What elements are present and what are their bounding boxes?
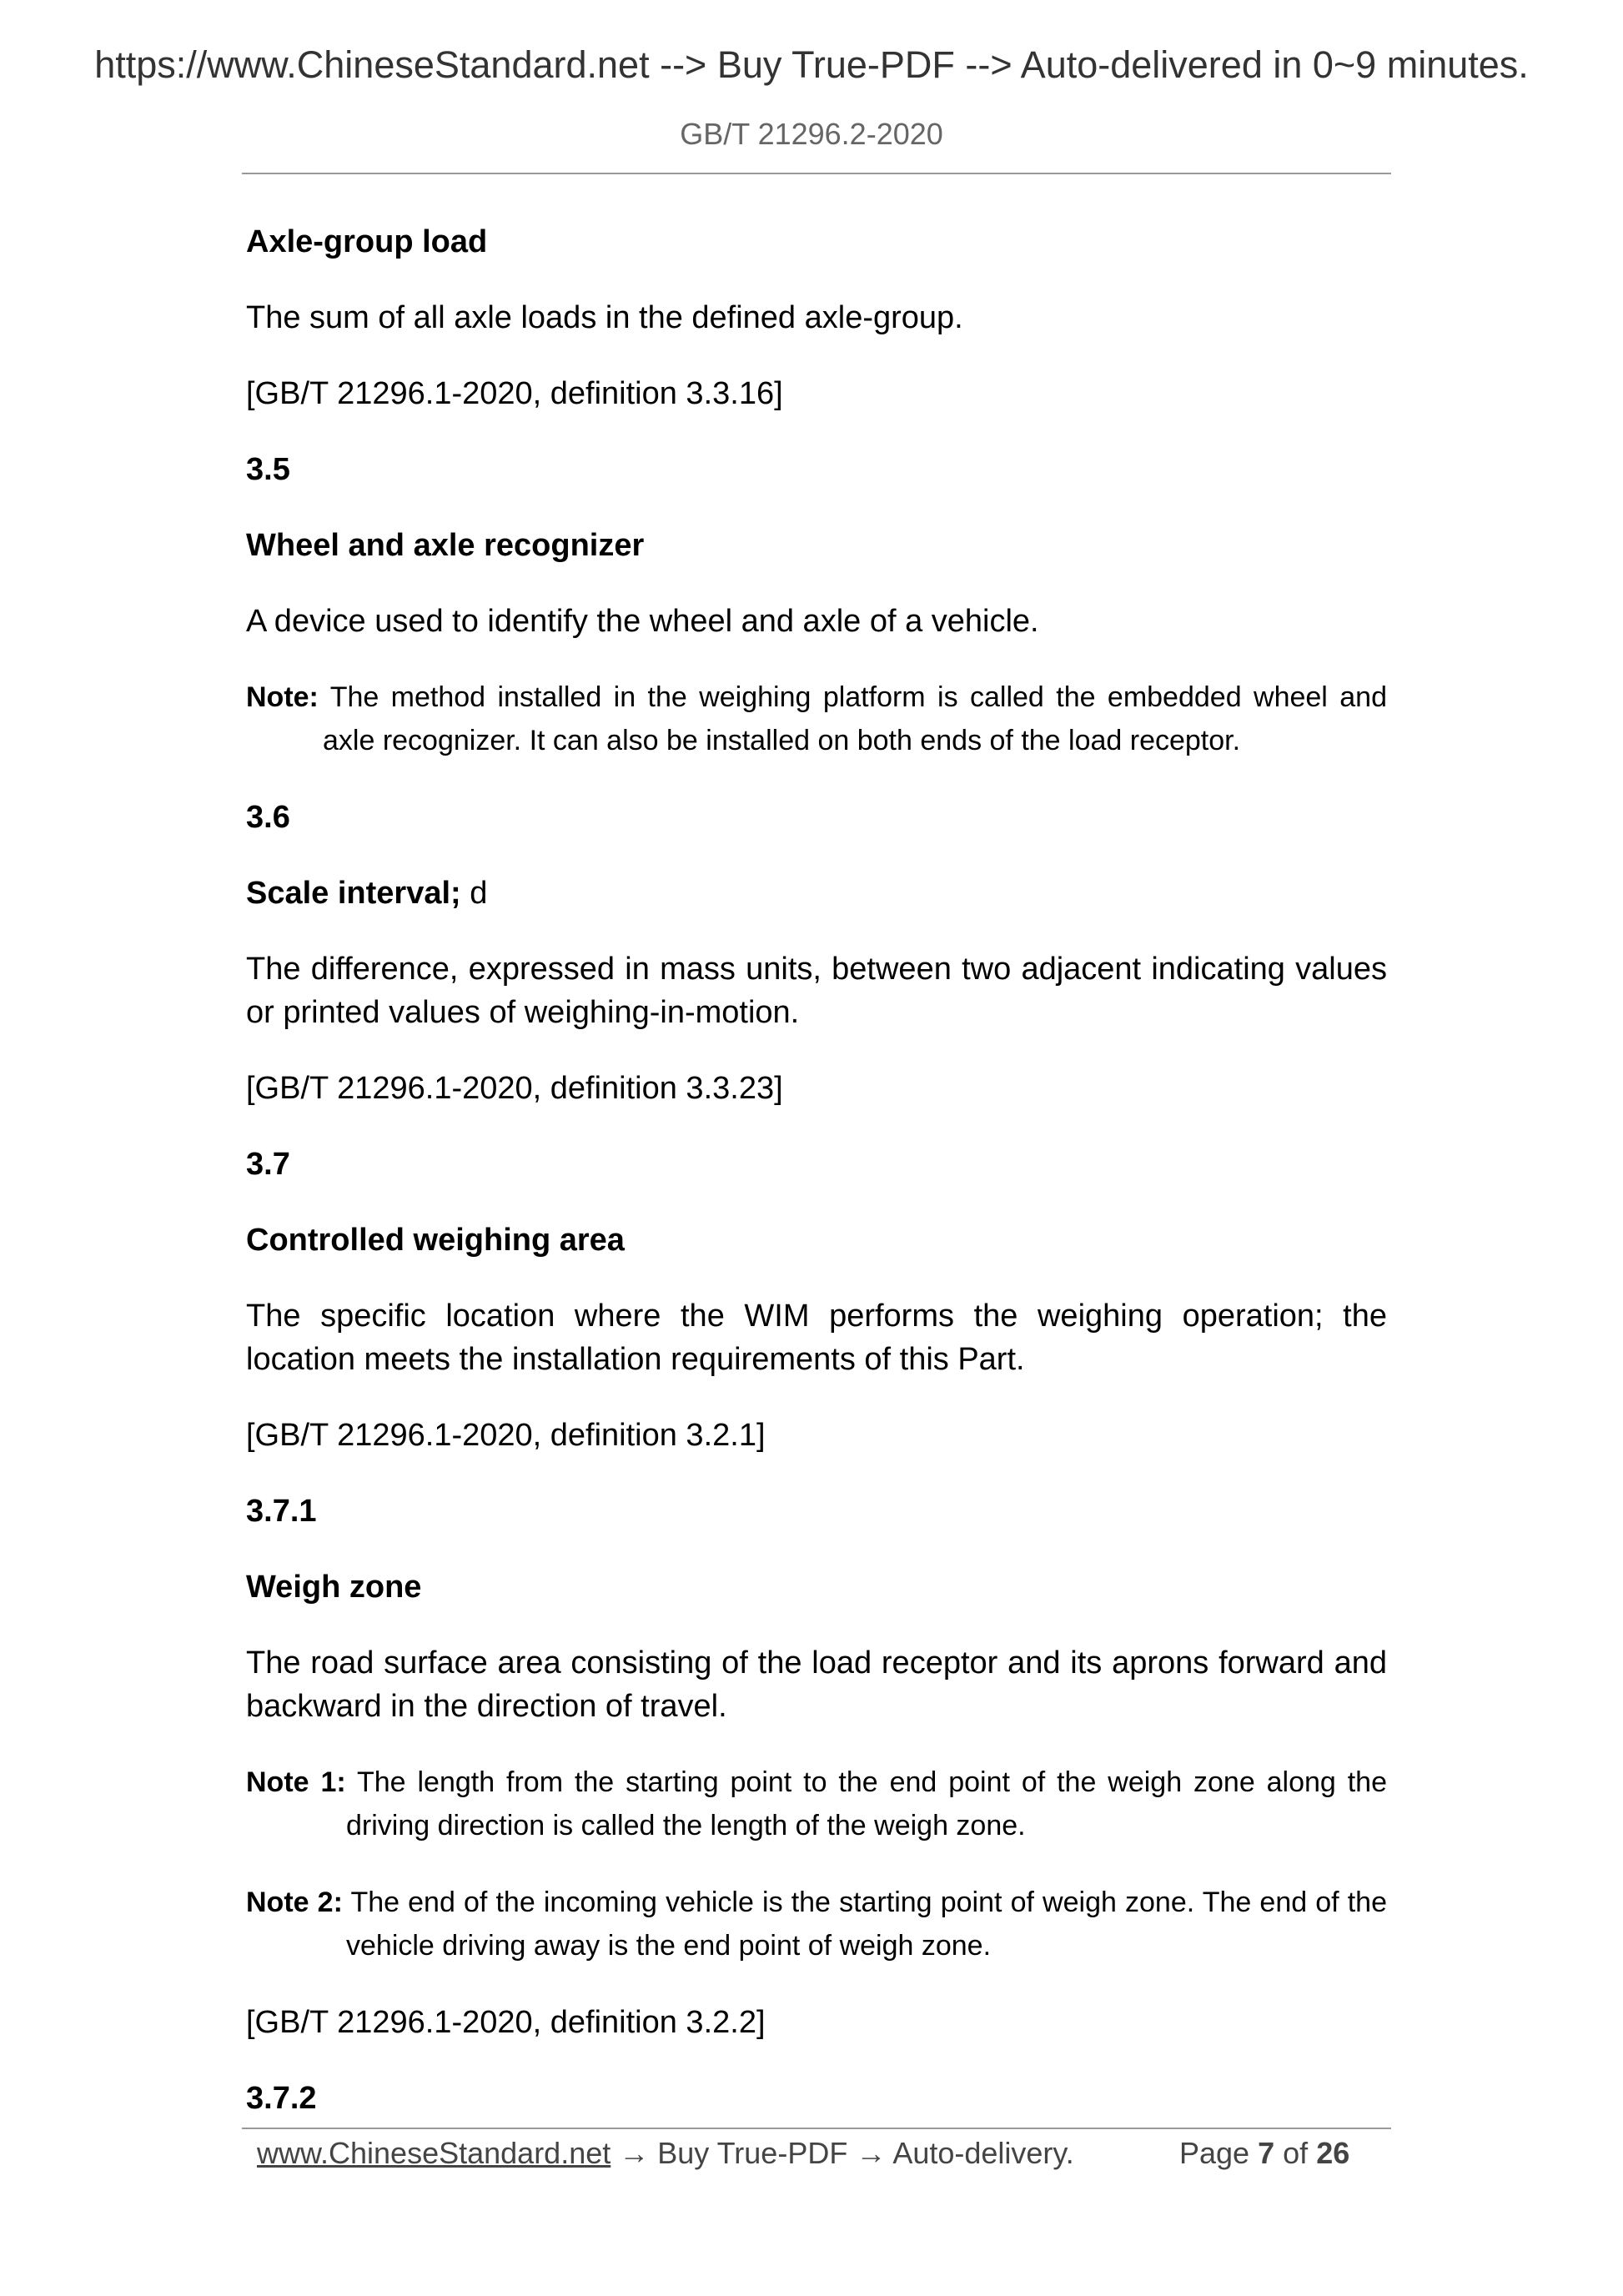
header-divider: [242, 173, 1391, 174]
section-number-3-7-2: 3.7.2: [246, 2081, 317, 2116]
top-banner: https://www.ChineseStandard.net --> Buy True-PDF --> Auto-delivered in 0~9 minutes.: [94, 43, 1529, 86]
reference-scale-interval: [GB/T 21296.1-2020, definition 3.3.23]: [246, 1071, 783, 1106]
section-number-3-5: 3.5: [246, 452, 290, 487]
definition-scale-interval: The difference, expressed in mass units, between two adjacent indicating values or printed values of weighing-in-motion.: [246, 952, 1387, 1030]
definition-weigh-zone: The road surface area consisting of the load receptor and its aprons forward and backward in the direction of travel.: [246, 1645, 1387, 1724]
footer-divider: [242, 2128, 1391, 2129]
page-total: 26: [1316, 2136, 1350, 2170]
term-scale-interval-symbol: d: [470, 876, 488, 911]
definition-axle-group-load: The sum of all axle loads in the defined axle-group.: [246, 300, 963, 335]
note-2-label: Note 2:: [246, 1887, 343, 1918]
section-number-3-7-1: 3.7.1: [246, 1494, 317, 1529]
reference-controlled-weighing-area: [GB/T 21296.1-2020, definition 3.2.1]: [246, 1418, 766, 1453]
term-controlled-weighing-area: Controlled weighing area: [246, 1223, 625, 1258]
section-number-3-6: 3.6: [246, 800, 290, 835]
note-text: The method installed in the weighing platform is called the embedded wheel and axle recognizer. It can also be installed on both ends of the load receptor.: [323, 681, 1387, 756]
page-current: 7: [1258, 2136, 1275, 2170]
note-2-text: The end of the incoming vehicle is the starting point of weigh zone. The end of the vehicle driving away is the end point of weigh zone.: [346, 1887, 1388, 1962]
term-axle-group-load: Axle-group load: [246, 224, 488, 259]
term-wheel-axle-recognizer: Wheel and axle recognizer: [246, 528, 645, 563]
document-body: [246, 220, 1387, 2153]
note-label: Note:: [246, 681, 319, 713]
section-number-3-7: 3.7: [246, 1147, 290, 1182]
note-1-label: Note 1:: [246, 1766, 346, 1798]
note-wheel-axle-recognizer: [246, 676, 1387, 762]
page-word: Page: [1179, 2136, 1250, 2170]
definition-controlled-weighing-area: The specific location where the WIM performs the weighing operation; the location meets the installation requirements of this Part.: [246, 1299, 1387, 1377]
term-weigh-zone: Weigh zone: [246, 1570, 422, 1605]
note-2-weigh-zone: [246, 1881, 1387, 1967]
note-1-text: The length from the starting point to the end point of the weigh zone along the driving direction is called the length of the weigh zone.: [346, 1766, 1387, 1841]
page-indicator: [1179, 2133, 1349, 2174]
page-of: of: [1283, 2136, 1309, 2170]
note-1-weigh-zone: [246, 1761, 1387, 1847]
footer-promo-text: → Buy True-PDF → Auto-delivery.: [611, 2136, 1074, 2170]
term-scale-interval-label: Scale interval;: [246, 876, 461, 911]
standard-number-header: GB/T 21296.2-2020: [680, 117, 943, 151]
reference-axle-group-load: [GB/T 21296.1-2020, definition 3.3.16]: [246, 376, 783, 411]
reference-weigh-zone: [GB/T 21296.1-2020, definition 3.2.2]: [246, 2005, 766, 2040]
definition-wheel-axle-recognizer: A device used to identify the wheel and axle of a vehicle.: [246, 604, 1039, 639]
footer-site-link[interactable]: www.ChineseStandard.net: [257, 2136, 611, 2170]
term-scale-interval: [246, 872, 1387, 915]
footer-promo: [257, 2133, 1074, 2174]
